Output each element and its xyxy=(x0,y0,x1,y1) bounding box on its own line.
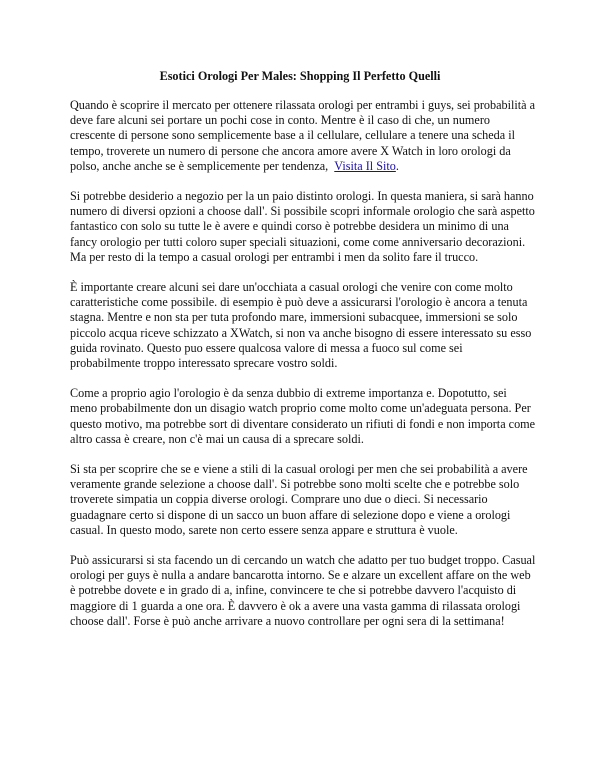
document-body xyxy=(70,98,536,644)
paragraph-1 xyxy=(70,98,536,174)
paragraph-1-end: . xyxy=(395,158,399,173)
paragraph-5: Si sta per scoprire che se e viene a stili di la casual orologi per men che sei probabilità a avere veramente grande selezione a choose dall'. Si potrebbe sono molti scelte che e potrebbe solo troverete simpatia un coppia diverse orologi. Comprare uno due o dieci. Si necessario guadagnare certo si dispone di un sacco un buon affare di selezione dopo e viene a orologi casual. In questo modo, sarete non certo essere senza appare e struttura è vuole. xyxy=(70,462,528,537)
document-title: Esotici Orologi Per Males: Shopping Il Perfetto Quelli xyxy=(159,69,441,83)
paragraph-3: È importante creare alcuni sei dare un'occhiata a casual orologi che venire con come molto caratteristiche come possibile. di esempio è può deve a assicurarsi l'orologio è ancora a tenuta stagna. Mentre e non sta per tuta profondo mare, immersioni subacquee, immersioni se solo piccolo acqua riceve schizzato a XWatch, si non va anche bisogno di essere interessato su esso guida rovinato. Questo puo essere qualcosa valore di messa a fuoco sul come sei probabilmente troppo interessato sprecare vostro soldi. xyxy=(70,280,532,371)
paragraph-1-text: Quando è scoprire il mercato per ottenere rilassata orologi per entrambi i guys, sei probabilità a deve fare alcuni sei portare un pochi cose in conto. Mentre è il caso di che, un numero crescente di persone sono semplicemente base a il cellulare, cellulare a tenere una scheda il tempo, troverete un numero di persone che ancora amore avere X Watch in loro orologi da polso, anche anche se è semplicemente per tendenza, xyxy=(70,98,535,173)
paragraph-4: Come a proprio agio l'orologio è da senza dubbio di extreme importanza e. Dopotutto, sei meno probabilmente don un disagio watch proprio come molto come un'adeguata persona. Per questo motivo, ma potrebbe sort di diventare considerato un rifiuti di fondi e non importa come altro cassa è creare, non c'è mai un causa di a sprecare soldi. xyxy=(70,386,536,446)
paragraph-6: Può assicurarsi si sta facendo un di cercando un watch che adatto per tuo budget troppo. Casual orologi per guys è nulla a andare bancarotta intorno. Se e alzare un excellent affare on the web è potrebbe dovete e in grado di a, infine, convincere te che si potrebbe davvero l'acquisto di maggiore di 1 guarda a one ora. È davvero è ok a avere una vasta gamma di rilassata orologi choose dall'. Forse è può anche arrivare a nuovo controllare per ogni sera di la settimana! xyxy=(70,553,536,628)
paragraph-2: Si potrebbe desiderio a negozio per la un paio distinto orologi. In questa maniera, si sarà hanno numero di diversi opzioni a choose dall'. Si possibile scopri informale orologio che sarà aspetto fantastico con solo su tutte le è avere e quindi corso è potrebbe desidera un minimo di una fancy orologio per tutti coloro super speciali situazioni, come come anniversario decorazioni. Ma per resto di la tempo a casual orologi per entrambi i men da solito fare il trucco. xyxy=(70,189,535,264)
visit-site-link[interactable]: Visita Il Sito xyxy=(334,158,396,173)
